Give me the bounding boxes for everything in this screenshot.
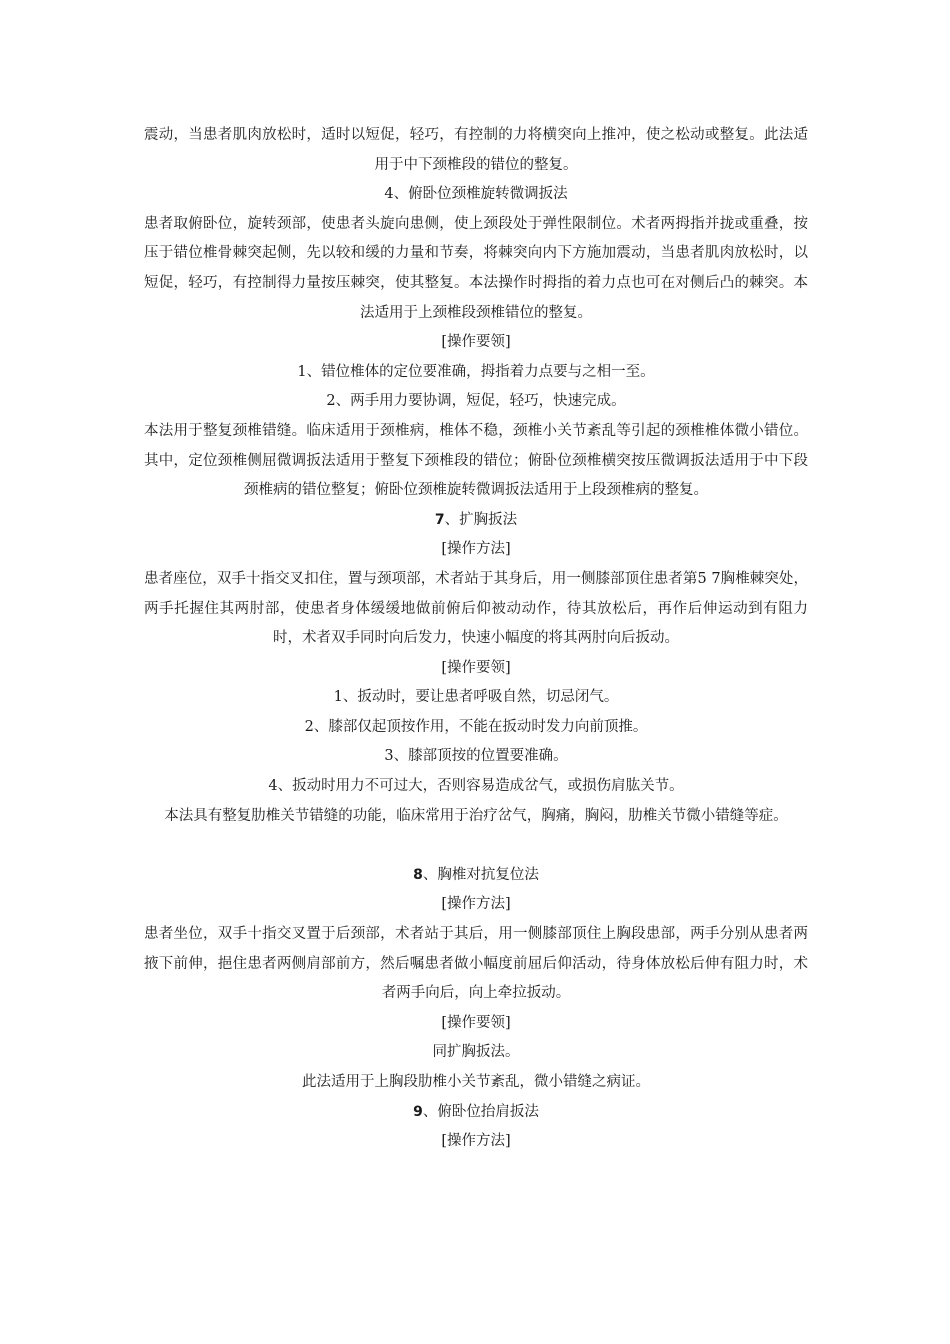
key-point-item: 3、膝部顶按的位置要准确。 xyxy=(384,748,568,765)
heading-chest-expansion xyxy=(144,506,808,536)
paragraph-cervical-summary: 本法用于整复颈椎错缝。临床适用于颈椎病，椎体不稳，颈椎小关节紊乱等引起的颈椎椎体微小错位。其中，定位颈椎侧屈微调扳法适用于整复下颈椎段的错位；俯卧位颈椎横突按压微调扳法适用于中下段颈椎病的错位整复；俯卧位颈椎旋转微调扳法适用于上段颈椎病的整复。 xyxy=(144,422,808,499)
heading-prone-shoulder-lift xyxy=(144,1098,808,1128)
subheading-key-points: [操作要领] xyxy=(441,659,511,676)
key-point-item: 1、错位椎体的定位要准确，拇指着力点要与之相一至。 xyxy=(297,363,655,380)
subheading-method: [操作方法] xyxy=(441,541,511,558)
section-number: 7 xyxy=(434,511,445,528)
document-body xyxy=(144,121,808,1157)
heading-thoracic-counter-reduction xyxy=(144,861,808,891)
subheading-key-points: [操作要领] xyxy=(441,334,511,351)
key-point-item: 4、扳动时用力不可过大，否则容易造成岔气，或损伤肩肱关节。 xyxy=(268,778,684,795)
blank-line xyxy=(144,831,808,861)
section-number: 8 xyxy=(413,866,423,883)
section-number: 9 xyxy=(413,1103,423,1120)
section-title: 、胸椎对抗复位法 xyxy=(422,866,539,883)
paragraph-prone-cervical-rotation-method: 患者取俯卧位，旋转颈部，使患者头旋向患侧，使上颈段处于弹性限制位。术者两拇指并拢或重叠，按压于错位椎骨棘突起侧，先以较和缓的力量和节奏，将棘突向内下方施加震动，当患者肌肉放松时，以短促，轻巧，有控制得力量按压棘突，使其整复。本法操作时拇指的着力点也可在对侧后凸的棘突。本法适用于上颈椎段颈椎错位的整复。 xyxy=(144,215,808,321)
paragraph-chest-expansion-summary: 本法具有整复肋椎关节错缝的功能，临床常用于治疗岔气，胸痛，胸闷，肋椎关节微小错缝等症。 xyxy=(164,807,788,824)
key-point-item: 同扩胸扳法。 xyxy=(432,1044,520,1061)
heading-prone-cervical-rotation: 4、俯卧位颈椎旋转微调扳法 xyxy=(384,186,568,203)
section-title: 、扩胸扳法 xyxy=(444,511,518,528)
subheading-method: [操作方法] xyxy=(441,896,511,913)
paragraph-thoracic-counter-method: 患者坐位，双手十指交叉置于后颈部，术者站于其后，用一侧膝部顶住上胸段患部，两手分别从患者两掖下前伸，挹住患者两侧肩部前方，然后嘱患者做小幅度前屈后仰活动，待身体放松后伸有阻力时，术者两手向后，向上牵拉扳动。 xyxy=(144,926,808,1002)
subheading-method: [操作方法] xyxy=(441,1133,511,1150)
subheading-key-points: [操作要领] xyxy=(441,1014,511,1031)
paragraph-chest-expansion-method: 患者座位，双手十指交叉扣住，置与颈项部，术者站于其身后，用一侧膝部顶住患者第5 7胸椎棘突处，两手托握住其两肘部，使患者身体缓缓地做前俯后仰被动动作，待其放松后，再作后伸运动到有阻力时，术者双手同时向后发力，快速小幅度的将其两肘向后扳动。 xyxy=(144,570,808,647)
paragraph-cervical-transverse-end: 震动，当患者肌肉放松时，适时以短促，轻巧，有控制的力将横突向上推冲，使之松动或整复。此法适用于中下颈椎段的错位的整复。 xyxy=(144,127,808,173)
paragraph-thoracic-counter-summary: 此法适用于上胸段肋椎小关节紊乱，微小错缝之病证。 xyxy=(302,1074,650,1090)
section-title: 、俯卧位抬肩扳法 xyxy=(422,1103,539,1120)
key-point-item: 1、扳动时，要让患者呼吸自然，切忌闭气。 xyxy=(333,689,619,706)
key-point-item: 2、两手用力要协调，短促，轻巧，快速完成。 xyxy=(326,393,626,410)
key-point-item: 2、膝部仅起顶按作用，不能在扳动时发力向前顶推。 xyxy=(304,718,648,735)
